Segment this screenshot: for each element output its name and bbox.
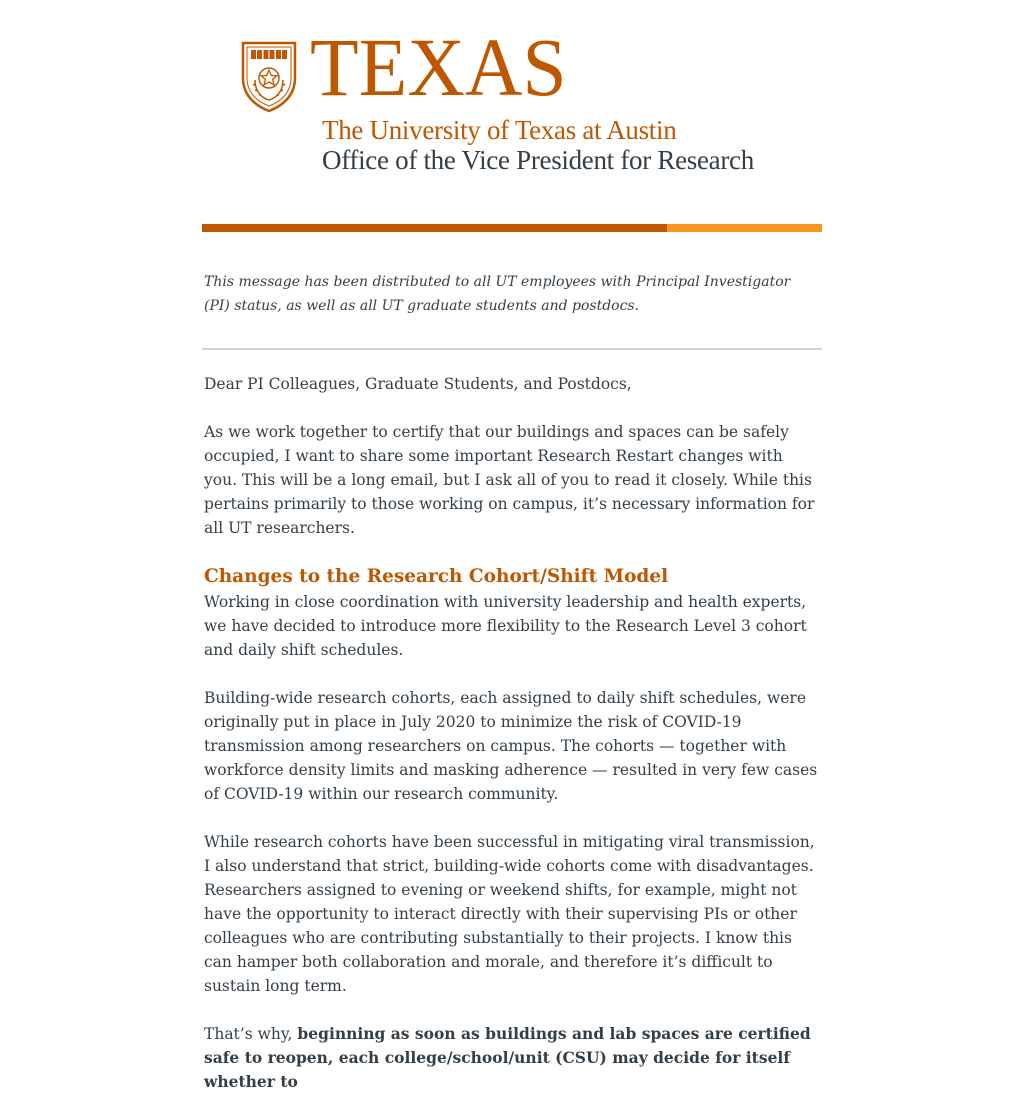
paragraph-4: While research cohorts have been successful in mitigating viral transmission, I also understand that strict, building-wide cohorts come with disadvantages. Researchers assigned to evening or weekend shifts, for example, might not have the opportunity to interact directly with their supervising PIs or other colleagues who are contributing substantially to their projects. I know this can hamper both collaboration and morale, and therefore it’s difficult to sustain long term. <box>204 833 815 995</box>
texas-wordmark: TEXAS <box>310 21 567 113</box>
paragraph-5-bold: beginning as soon as buildings and lab spaces are certified safe to reopen, each college/school/unit (CSU) may decide for itself whether to <box>204 1024 811 1091</box>
color-bar-dark <box>202 224 667 232</box>
paragraph-1: As we work together to certify that our buildings and spaces can be safely occupied, I want to share some important Research Restart changes with you. This will be a long email, but I ask all of you to read it closely. While this pertains primarily to those working on campus, it’s necessary information for all UT researchers. <box>204 423 815 537</box>
email-body <box>202 0 822 1118</box>
ut-shield-icon <box>240 40 298 113</box>
office-name: Office of the Vice President for Research <box>322 145 754 175</box>
header-color-bar <box>202 224 822 232</box>
paragraph-5-lead: That’s why, <box>204 1025 298 1043</box>
header-logo <box>202 0 822 224</box>
section-heading: Changes to the Research Cohort/Shift Model <box>204 566 669 587</box>
paragraph-3: Building-wide research cohorts, each assigned to daily shift schedules, were originally put in place in July 2020 to minimize the risk of COVID-19 transmission among researchers on campus. The cohorts — together with workforce density limits and masking adherence — resulted in very few cases of COVID-19 within our research community. <box>204 689 818 803</box>
color-bar-light <box>667 224 822 232</box>
distribution-note: This message has been distributed to all UT employees with Principal Investigator (PI) status, as well as all UT graduate students and postdocs. <box>204 274 791 314</box>
paragraph-5 <box>204 1022 820 1094</box>
message-content <box>202 350 822 1094</box>
greeting: Dear PI Colleagues, Graduate Students, and Postdocs, <box>204 375 632 393</box>
paragraph-2: Working in close coordination with university leadership and health experts, we have decided to introduce more flexibility to the Research Level 3 cohort and daily shift schedules. <box>204 593 807 659</box>
university-name: The University of Texas at Austin <box>322 115 677 145</box>
